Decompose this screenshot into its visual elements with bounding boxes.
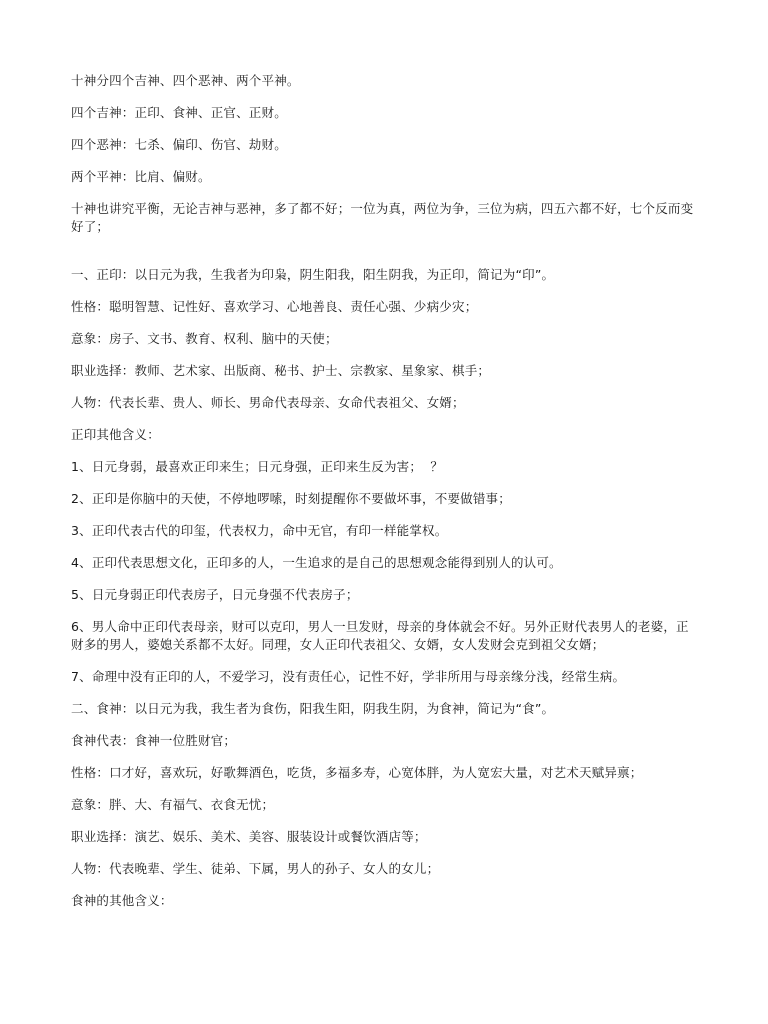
section-heading: 一、正印：以日元为我，生我者为印枭，阴生阳我，阳生阴我，为正印，简记为“印”。 — [71, 267, 555, 282]
paragraph: 职业选择：演艺、娱乐、美术、美容、服装设计或餐饮酒店等； — [71, 829, 427, 844]
paragraph: 人物：代表晚辈、学生、徒弟、下属，男人的孙子、女人的女儿； — [71, 861, 440, 876]
paragraph: 性格：聪明智慧、记性好、喜欢学习、心地善良、责任心强、少病少灾； — [71, 299, 478, 314]
paragraph: 性格：口才好，喜欢玩，好歌舞酒色，吃货，多福多寿，心宽体胖，为人宽宏大量，对艺术天赋异禀； — [71, 765, 643, 780]
paragraph: 职业选择：教师、艺术家、出版商、秘书、护士、宗教家、星象家、棋手； — [71, 363, 491, 378]
section-heading: 二、食神：以日元为我，我生者为食伤，阳我生阳，阴我生阴，为食神，简记为“食”。 — [71, 701, 555, 716]
list-item: 2、正印是你脑中的天使，不停地啰嗦，时刻提醒你不要做坏事，不要做错事； — [71, 491, 511, 506]
paragraph: 四个吉神：正印、食神、正官、正财。 — [71, 105, 287, 120]
list-item: 7、命理中没有正印的人，不爱学习，没有责任心，记性不好，学非所用与母亲缘分浅，经常生病。 — [71, 669, 626, 684]
document-page — [71, 72, 701, 924]
list-item: 3、正印代表古代的印玺，代表权力，命中无官，有印一样能掌权。 — [71, 523, 448, 538]
paragraph: 人物：代表长辈、贵人、师长、男命代表母亲、女命代表祖父、女婿； — [71, 395, 465, 410]
list-item: 6、男人命中正印代表母亲，财可以克印，男人一旦发财，母亲的身体就会不好。另外正财代表男人的老婆，正财多的男人，婆媳关系都不太好。同理，女人正印代表祖父、女婿，女人发财会克到祖父女婿； — [71, 619, 689, 652]
paragraph: 两个平神：比肩、偏财。 — [71, 169, 211, 184]
list-item: 4、正印代表思想文化，正印多的人，一生追求的是自己的思想观念能得到别人的认可。 — [71, 555, 562, 570]
paragraph: 食神代表：食神一位胜财官； — [71, 733, 237, 748]
list-item: 5、日元身弱正印代表房子，日元身强不代表房子； — [71, 587, 359, 602]
paragraph: 意象：房子、文书、教育、权利、脑中的天使； — [71, 331, 338, 346]
paragraph: 十神也讲究平衡，无论吉神与恶神，多了都不好；一位为真，两位为争，三位为病，四五六都不好，七个反而变好了； — [71, 201, 694, 234]
paragraph: 四个恶神：七杀、偏印、伤官、劫财。 — [71, 137, 287, 152]
paragraph: 意象：胖、大、有福气、衣食无忧； — [71, 797, 275, 812]
list-item: 1、日元身弱，最喜欢正印来生；日元身强，正印来生反为害； ？ — [71, 459, 444, 474]
paragraph: 食神的其他含义： — [71, 893, 173, 908]
paragraph: 正印其他含义： — [71, 427, 160, 442]
paragraph: 十神分四个吉神、四个恶神、两个平神。 — [71, 73, 300, 88]
